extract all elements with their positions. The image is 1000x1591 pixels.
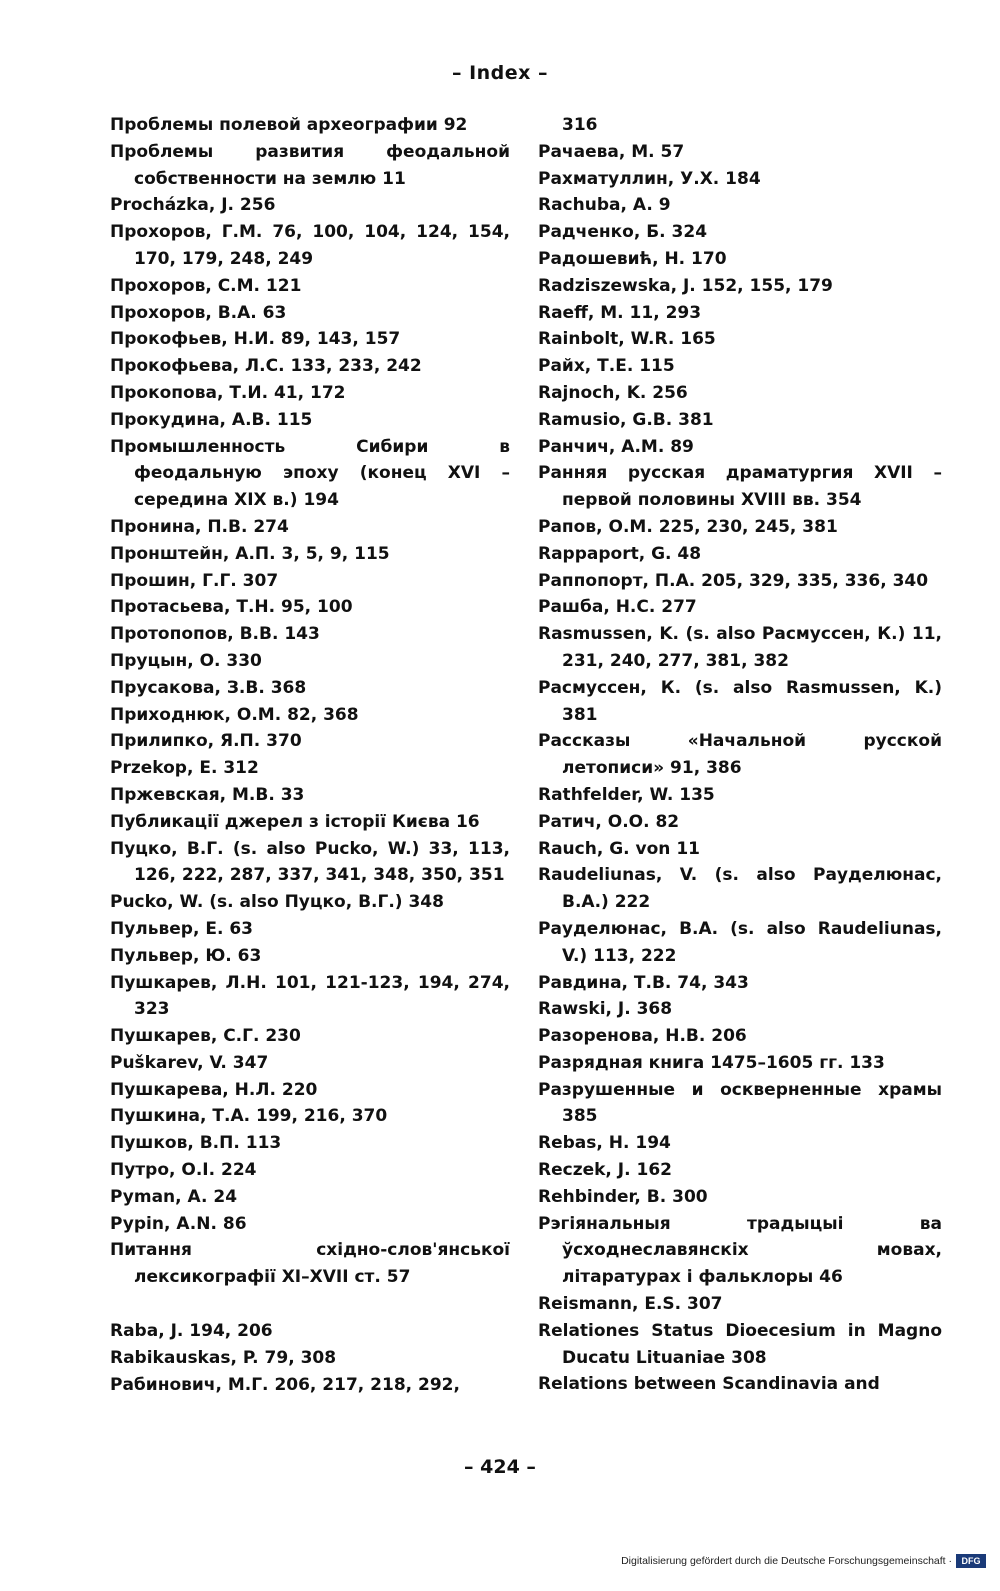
index-entry: Прокофьев, Н.И. 89, 143, 157 bbox=[110, 329, 401, 350]
index-entry: Procházka, J. 256 bbox=[110, 195, 276, 216]
index-entry: Пржевская, М.В. 33 bbox=[110, 784, 305, 805]
index-entry: Промышленность Сибири в феодальную эпоху (конец XVI – середина XIX в.) 194 bbox=[110, 436, 510, 511]
index-entry: Rajnoch, K. 256 bbox=[538, 382, 688, 403]
continuation-line: 316 bbox=[562, 115, 598, 135]
index-entry: Пушкарев, Л.Н. 101, 121-123, 194, 274, 323 bbox=[110, 972, 510, 1020]
index-entry: Пруцын, О. 330 bbox=[110, 650, 262, 671]
index-entry: Ранчич, А.М. 89 bbox=[538, 436, 694, 457]
index-entry: Прилипко, Я.П. 370 bbox=[110, 731, 302, 752]
index-entry: Przekop, E. 312 bbox=[110, 758, 259, 779]
index-entry: Pucko, W. (s. also Пуцко, В.Г.) 348 bbox=[110, 892, 444, 913]
index-entry: Прохоров, В.А. 63 bbox=[110, 302, 287, 323]
index-entry: Raudeliunas, V. (s. also Рауделюнас, В.А.) 222 bbox=[538, 865, 942, 913]
index-entry: Публикації джерел з історії Києва 16 bbox=[110, 811, 480, 832]
index-entry: Пульвер, Ю. 63 bbox=[110, 945, 262, 966]
index-entry: Разрушенные и оскверненные храмы 385 bbox=[538, 1079, 942, 1127]
index-entry: Протасьева, Т.Н. 95, 100 bbox=[110, 597, 353, 618]
index-entry: Raeff, M. 11, 293 bbox=[538, 302, 702, 323]
index-entry: Rathfelder, W. 135 bbox=[538, 784, 715, 805]
index-entry: Rawski, J. 368 bbox=[538, 999, 673, 1020]
dfg-logo-icon: DFG bbox=[956, 1554, 986, 1568]
index-entry: Пушкарев, С.Г. 230 bbox=[110, 1026, 301, 1047]
index-entry: Радченко, Б. 324 bbox=[538, 222, 708, 243]
section-gap bbox=[110, 1291, 510, 1318]
index-entry: Рапов, О.М. 225, 230, 245, 381 bbox=[538, 516, 838, 537]
index-entry: Равдина, Т.В. 74, 343 bbox=[538, 972, 749, 993]
page-number: – 424 – bbox=[464, 1456, 536, 1478]
index-entry: Рассказы «Начальной русской летописи» 91, 386 bbox=[538, 731, 942, 779]
index-entry: Протопопов, В.В. 143 bbox=[110, 624, 320, 645]
credit-text: Digitalisierung gefördert durch die Deutsche Forschungsgemeinschaft · bbox=[621, 1555, 952, 1567]
index-entry: Прошин, Г.Г. 307 bbox=[110, 570, 279, 591]
index-entry: Rainbolt, W.R. 165 bbox=[538, 329, 716, 350]
index-entry: Райх, Т.Е. 115 bbox=[538, 356, 675, 377]
index-entry: Rachuba, A. 9 bbox=[538, 195, 671, 216]
index-entry: Рахматуллин, У.Х. 184 bbox=[538, 168, 761, 189]
index-entry: Путро, О.І. 224 bbox=[110, 1160, 257, 1181]
index-column-right bbox=[538, 112, 942, 1398]
index-entry: Проблемы полевой археографии 92 bbox=[110, 115, 468, 135]
index-entry: Пушкарева, Н.Л. 220 bbox=[110, 1079, 318, 1100]
index-entry: Pyman, A. 24 bbox=[110, 1186, 238, 1207]
index-entry: Расмуссен, К. (s. also Rasmussen, K.) 381 bbox=[538, 677, 942, 725]
index-entry: Рабинович, М.Г. 206, 217, 218, 292, bbox=[110, 1374, 460, 1395]
index-entry: Разрядная книга 1475–1605 гг. 133 bbox=[538, 1052, 885, 1073]
index-entry: Проблемы развития феодальной собственности на землю 11 bbox=[110, 141, 510, 189]
index-entry: Ramusio, G.B. 381 bbox=[538, 409, 714, 430]
index-column-left bbox=[110, 112, 510, 1398]
index-entry: Приходнюк, О.М. 82, 368 bbox=[110, 704, 359, 725]
digitization-credit bbox=[621, 1551, 986, 1571]
index-entry: Rabikauskas, P. 79, 308 bbox=[110, 1347, 337, 1368]
index-entry: Reismann, E.S. 307 bbox=[538, 1294, 723, 1315]
index-entry: Пронина, П.В. 274 bbox=[110, 516, 289, 537]
index-entry: Пушкина, Т.А. 199, 216, 370 bbox=[110, 1106, 388, 1127]
index-entry: Прусакова, З.В. 368 bbox=[110, 677, 307, 698]
index-entry: Rehbinder, B. 300 bbox=[538, 1186, 708, 1207]
index-entry: Relations between Scandinavia and bbox=[538, 1374, 880, 1395]
index-entry: Радошевић, Н. 170 bbox=[538, 248, 727, 269]
index-entry: Rauch, G. von 11 bbox=[538, 838, 700, 859]
index-entry: Ратич, О.О. 82 bbox=[538, 811, 680, 832]
index-entry: Rebas, H. 194 bbox=[538, 1133, 671, 1154]
index-entry: Пульвер, Е. 63 bbox=[110, 918, 253, 939]
index-entry: Пронштейн, А.П. 3, 5, 9, 115 bbox=[110, 543, 390, 564]
index-entry: Прокудина, А.В. 115 bbox=[110, 409, 313, 430]
index-entry: Питання східно-слов'янської лексикографії XI–XVII ст. 57 bbox=[110, 1240, 510, 1288]
index-entry: Rappaport, G. 48 bbox=[538, 543, 702, 564]
index-entry: Пушков, В.П. 113 bbox=[110, 1133, 282, 1154]
index-entry: Разоренова, Н.В. 206 bbox=[538, 1026, 747, 1047]
index-entry: Рашба, Н.С. 277 bbox=[538, 597, 697, 618]
index-entry: Рауделюнас, В.А. (s. also Raudeliunas, V.) 113, 222 bbox=[538, 918, 942, 966]
index-entry: Ранняя русская драматургия XVII – первой половины XVIII вв. 354 bbox=[538, 463, 942, 511]
index-entry: Пуцко, В.Г. (s. also Pucko, W.) 33, 113, 126, 222, 287, 337, 341, 348, 350, 351 bbox=[110, 838, 510, 886]
index-entry: Прокофьева, Л.С. 133, 233, 242 bbox=[110, 356, 422, 377]
index-entry: Прохоров, С.М. 121 bbox=[110, 275, 302, 296]
index-entry: Reczek, J. 162 bbox=[538, 1160, 672, 1181]
index-entry: Прокопова, Т.И. 41, 172 bbox=[110, 382, 346, 403]
index-entry: Rasmussen, K. (s. also Расмуссен, К.) 11, 231, 240, 277, 381, 382 bbox=[538, 624, 942, 671]
page-header: – Index – bbox=[451, 62, 549, 84]
index-entry: Pypin, A.N. 86 bbox=[110, 1213, 247, 1234]
index-entry: Раппопорт, П.А. 205, 329, 335, 336, 340 bbox=[538, 570, 929, 591]
index-entry: Relationes Status Dioecesium in Magno Ducatu Lituaniae 308 bbox=[538, 1320, 942, 1368]
index-entry: Radziszewska, J. 152, 155, 179 bbox=[538, 275, 833, 296]
index-entry: Прохоров, Г.М. 76, 100, 104, 124, 154, 170, 179, 248, 249 bbox=[110, 222, 510, 269]
index-entry: Raba, J. 194, 206 bbox=[110, 1321, 273, 1342]
index-entry: Рачаева, М. 57 bbox=[538, 141, 685, 162]
index-entry: Puškarev, V. 347 bbox=[110, 1052, 269, 1073]
index-entry: Рэгіянальныя традыцыі ва ўсходнеславянскіх мовах, літаратурах і фальклоры 46 bbox=[538, 1213, 942, 1288]
